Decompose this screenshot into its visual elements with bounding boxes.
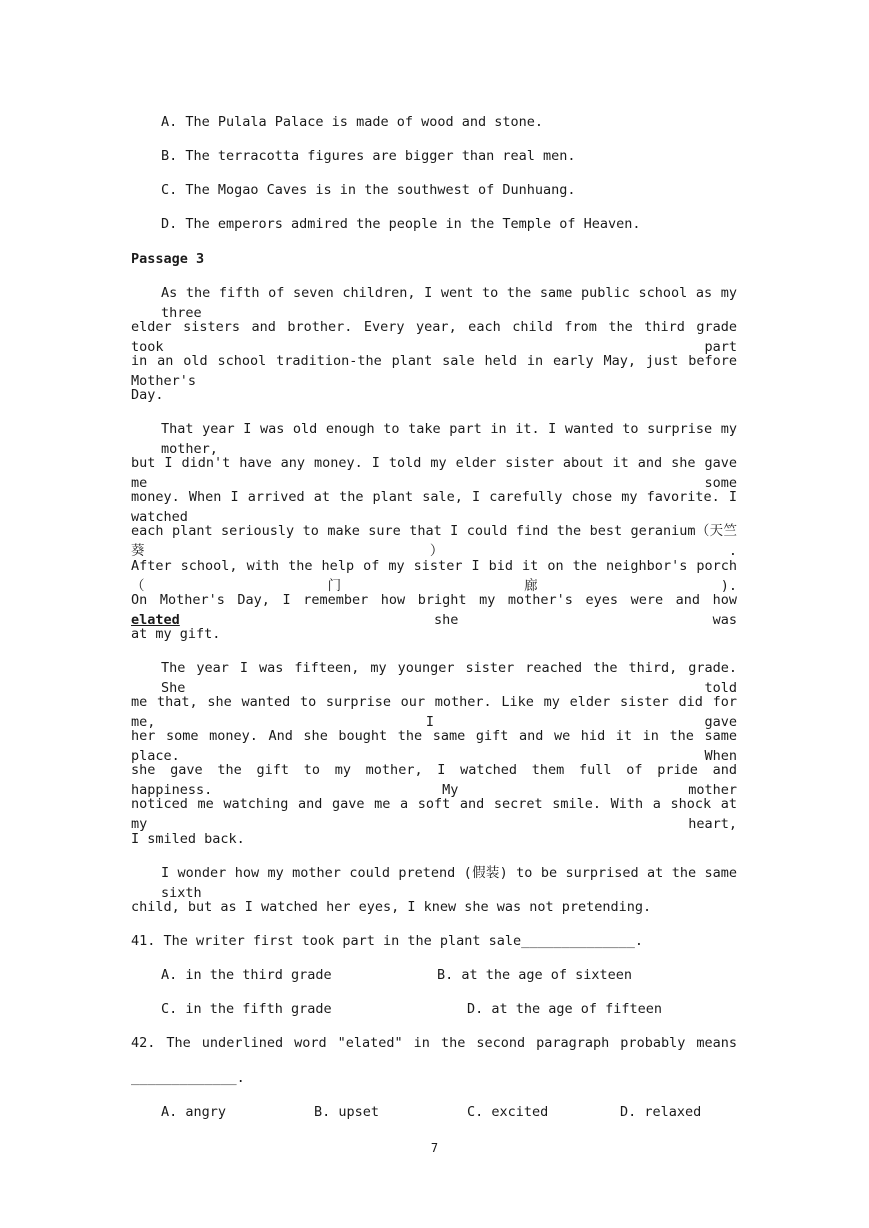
paragraph-3-line: I smiled back. (131, 831, 245, 847)
paragraph-3-line: she gave the gift to my mother, I watched them full of pride and happiness. My mother (131, 762, 737, 798)
paragraph-2-line: That year I was old enough to take part in it. I wanted to surprise my mother, (161, 421, 737, 457)
q42-option-d: D. relaxed (620, 1104, 702, 1120)
q40-option-c: C. The Mogao Caves is in the southwest of Dunhuang. (161, 182, 576, 198)
line-text: she was (434, 612, 737, 628)
line-text: On Mother's Day, I remember how bright my mother's eyes were and how (131, 592, 737, 608)
paragraph-3-line: noticed me watching and gave me a soft and secret smile. With a shock at my heart, (131, 796, 737, 832)
q41-option-d: D. at the age of fifteen (467, 1001, 663, 1017)
paragraph-1-line: Day. (131, 387, 164, 403)
q42-option-a: A. angry (161, 1104, 227, 1120)
paragraph-2-line: money. When I arrived at the plant sale, I carefully chose my favorite. I watched (131, 489, 737, 525)
paragraph-2-line: but I didn't have any money. I told my elder sister about it and she gave me some (131, 455, 737, 491)
q41-option-c: C. in the fifth grade (161, 1001, 332, 1017)
paragraph-4-line: I wonder how my mother could pretend (假装) to be surprised at the same sixth (161, 865, 737, 901)
paragraph-2-line: each plant seriously to make sure that I could find the best geranium（天竺葵）. (131, 523, 737, 559)
q41-stem: 41. The writer first took part in the plant sale______________. (131, 933, 644, 949)
paragraph-3-line: her some money. And she bought the same gift and we hid it in the same place. When (131, 728, 737, 764)
paragraph-1-line: elder sisters and brother. Every year, each child from the third grade took part (131, 319, 737, 355)
q41-option-b: B. at the age of sixteen (437, 967, 633, 983)
paragraph-1-line: in an old school tradition-the plant sale held in early May, just before Mother's (131, 353, 737, 389)
paragraph-3-line: me that, she wanted to surprise our mother. Like my elder sister did for me, I gave (131, 694, 737, 730)
page-number: 7 (430, 1141, 439, 1155)
q42-option-b: B. upset (314, 1104, 380, 1120)
paragraph-1-line: As the fifth of seven children, I went to the same public school as my three (161, 285, 737, 321)
q41-option-a: A. in the third grade (161, 967, 332, 983)
q42-answer-blank: _____________. (131, 1070, 245, 1086)
paragraph-2-line: After school, with the help of my sister I bid it on the neighbor's porch（门廊). (131, 558, 737, 594)
paragraph-2-line: at my gift. (131, 626, 221, 642)
q42-stem: 42. The underlined word "elated" in the second paragraph probably means (131, 1035, 737, 1051)
passage-title: Passage 3 (131, 251, 205, 267)
paragraph-3-line: The year I was fifteen, my younger sister reached the third, grade. She told (161, 660, 737, 696)
q42-option-c: C. excited (467, 1104, 549, 1120)
q40-option-a: A. The Pulala Palace is made of wood and stone. (161, 114, 544, 130)
q40-option-d: D. The emperors admired the people in the Temple of Heaven. (161, 216, 641, 232)
q40-option-b: B. The terracotta figures are bigger than real men. (161, 148, 576, 164)
underlined-word-elated: elated (131, 612, 180, 628)
paragraph-4-line: child, but as I watched her eyes, I knew she was not pretending. (131, 899, 652, 915)
